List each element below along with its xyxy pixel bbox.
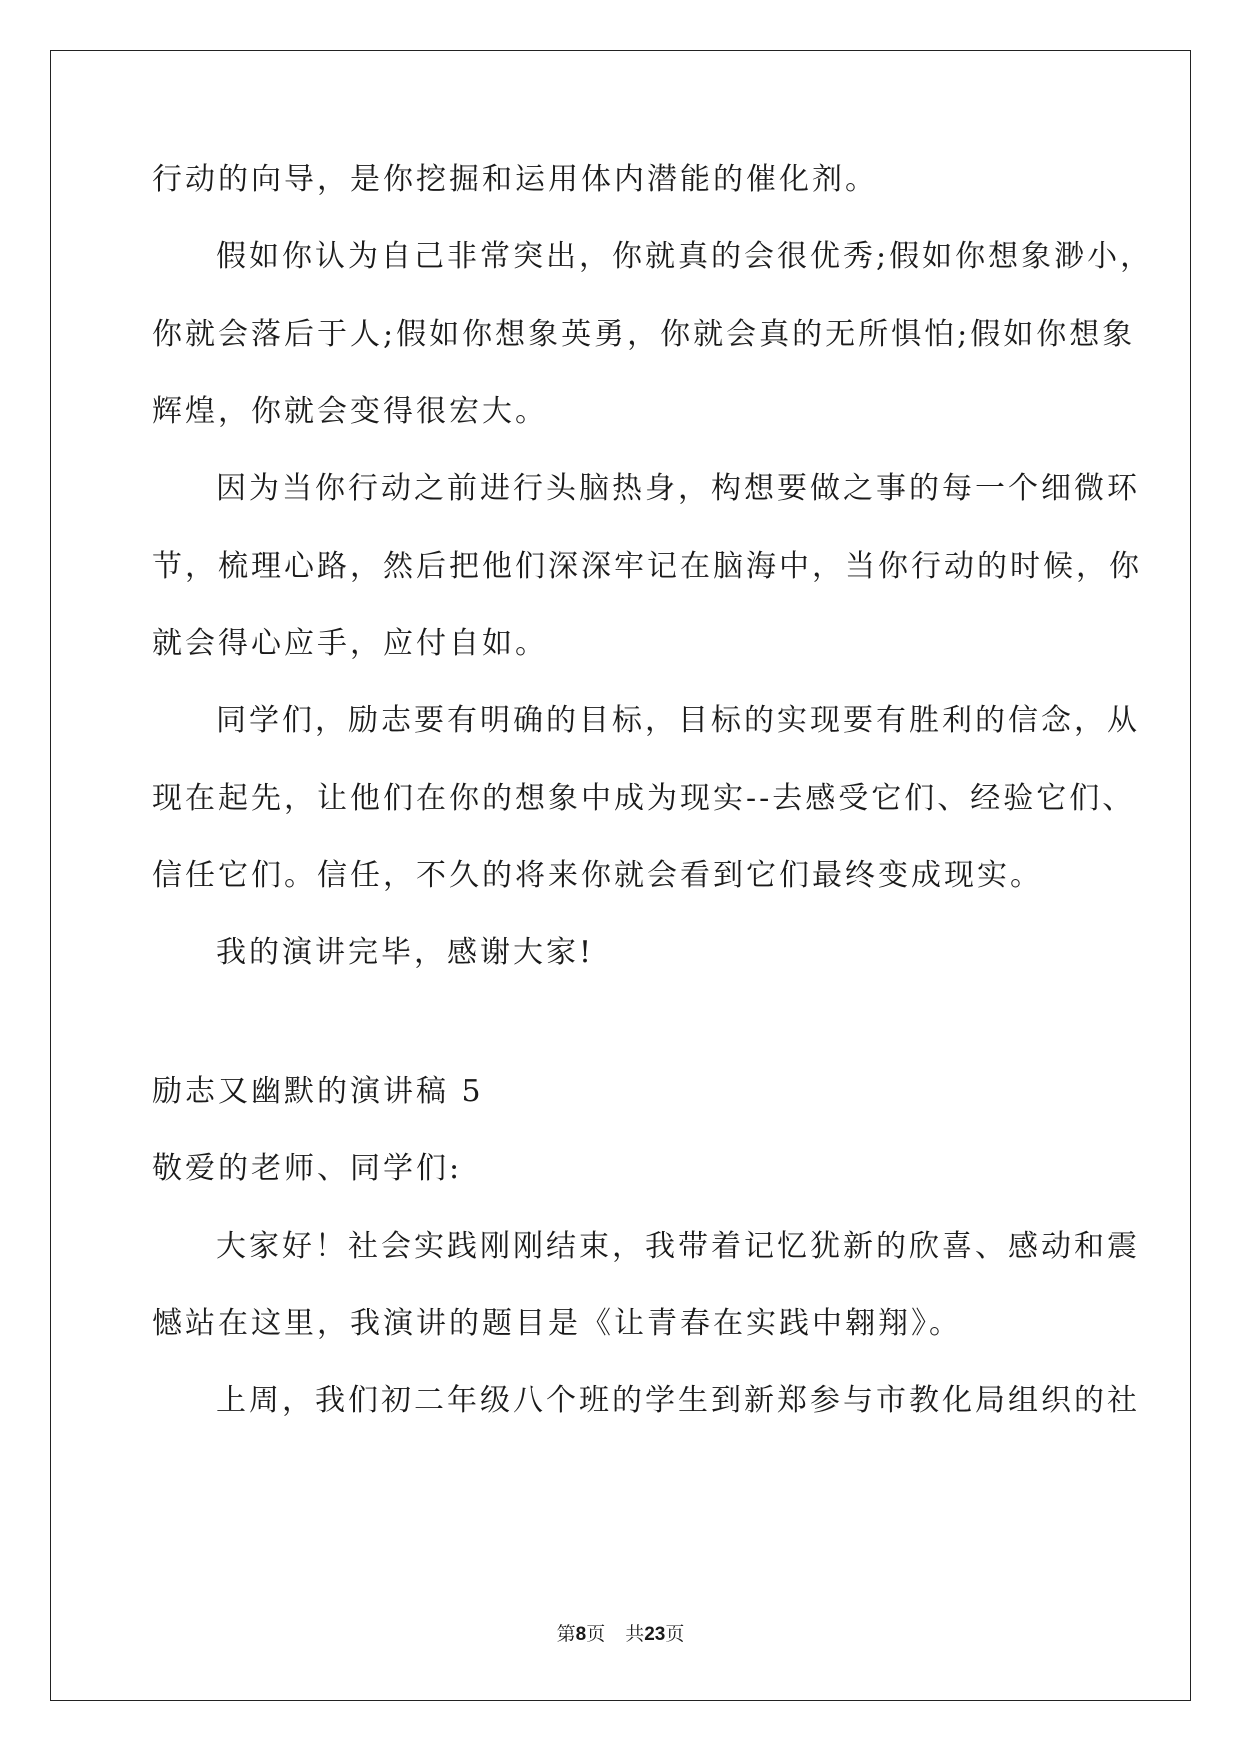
text-line: 辉煌，你就会变得很宏大。 [152, 394, 548, 429]
text-line: 节，梳理心路，然后把他们深深牢记在脑海中，当你行动的时候，你 [152, 549, 1142, 584]
salutation: 敬爱的老师、同学们: [152, 1151, 463, 1186]
text-line: 同学们，励志要有明确的目标，目标的实现要有胜利的信念，从 [216, 703, 1140, 738]
text-line: 你就会落后于人;假如你想象英勇，你就会真的无所惧怕;假如你想象 [152, 317, 1136, 352]
text-line: 假如你认为自己非常突出，你就真的会很优秀;假如你想象渺小， [216, 239, 1154, 274]
page-footer [0, 1622, 1241, 1647]
text-line: 因为当你行动之前进行头脑热身，构想要做之事的每一个细微环 [216, 471, 1140, 506]
text-line: 行动的向导，是你挖掘和运用体内潜能的催化剂。 [152, 162, 878, 197]
text-line: 就会得心应手，应付自如。 [152, 626, 548, 661]
section-heading: 励志又幽默的演讲稿 5 [152, 1074, 484, 1109]
current-page-number: 8 [575, 1624, 587, 1645]
text-line: 现在起先，让他们在你的想象中成为现实--去感受它们、经验它们、 [152, 781, 1136, 816]
footer-prefix: 第 [556, 1623, 576, 1645]
footer-page-unit: 页 [586, 1623, 606, 1645]
total-page-count: 23 [644, 1624, 666, 1645]
text-line: 我的演讲完毕，感谢大家! [216, 935, 595, 970]
footer-suffix: 页 [665, 1623, 685, 1645]
text-line: 上周，我们初二年级八个班的学生到新郑参与市教化局组织的社 [216, 1383, 1140, 1418]
text-line: 憾站在这里，我演讲的题目是《让青春在实践中翱翔》。 [152, 1306, 962, 1341]
text-line: 信任它们。信任，不久的将来你就会看到它们最终变成现实。 [152, 858, 1043, 893]
text-line: 大家好！社会实践刚刚结束，我带着记忆犹新的欣喜、感动和震 [216, 1229, 1140, 1264]
footer-total-prefix: 共 [625, 1623, 645, 1645]
